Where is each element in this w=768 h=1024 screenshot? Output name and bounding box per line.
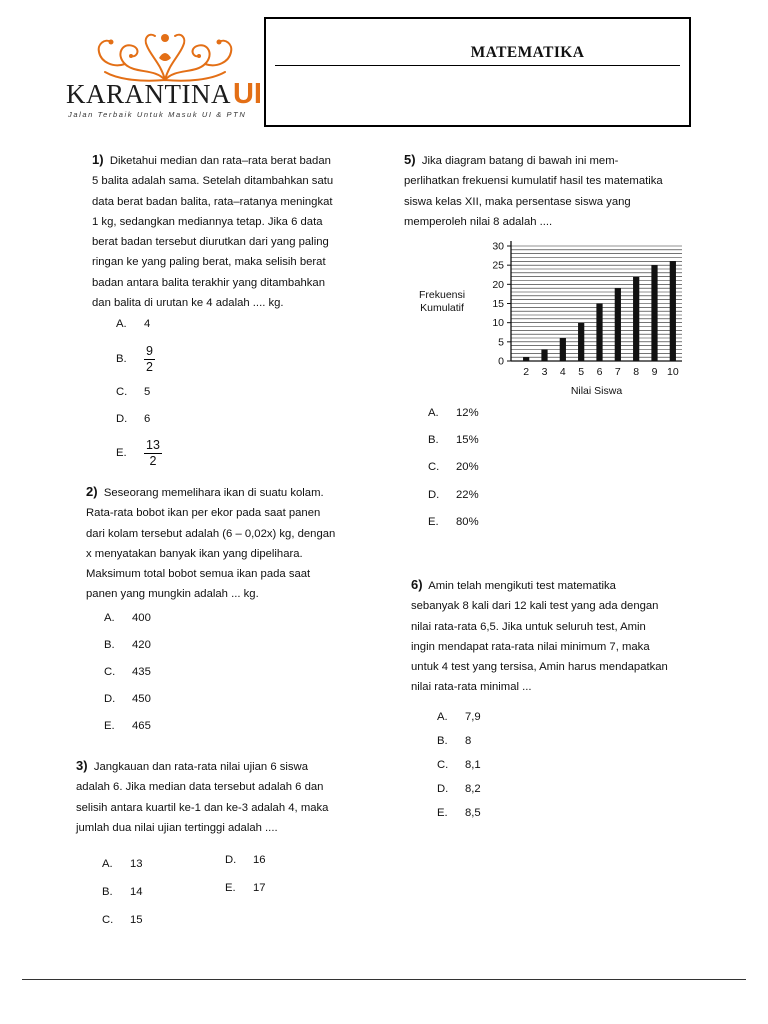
- text-line: memperoleh nilai 8 adalah ....: [404, 215, 553, 228]
- option-value: 450: [132, 693, 151, 705]
- fraction-numerator: 13: [146, 438, 160, 452]
- option-label: C.: [116, 386, 128, 398]
- question-1: [92, 150, 362, 313]
- option-label: D.: [437, 783, 449, 795]
- option-label: A.: [116, 318, 127, 330]
- text-line: dari kolam tersebut adalah (6 – 0,02x) kg, dengan: [86, 527, 336, 540]
- text-line: ingin mendapat rata-rata nilai minimum 7, maka: [411, 640, 650, 653]
- option-label: E.: [428, 516, 439, 528]
- question-1-text: [92, 150, 362, 313]
- option-label: E.: [116, 447, 127, 460]
- logo-wordmark: [66, 80, 262, 109]
- question-2-text: [86, 482, 356, 605]
- x-tick-label: 8: [633, 366, 640, 378]
- q6-option-a[interactable]: [437, 711, 481, 723]
- option-label: A.: [104, 612, 115, 624]
- option-value: 12%: [456, 407, 479, 419]
- footer-divider: [22, 979, 746, 980]
- option-value: 435: [132, 666, 151, 678]
- logo-tagline: Jalan Terbaik Untuk Masuk UI & PTN: [68, 110, 247, 119]
- q3-option-e[interactable]: [225, 882, 266, 894]
- option-value: 14: [130, 886, 143, 898]
- text-line: siswa kelas XII, maka persentase siswa yang: [404, 195, 631, 208]
- text-line: jumlah dua nilai ujian tertinggi adalah ....: [76, 821, 278, 834]
- q2-option-b[interactable]: [104, 639, 151, 651]
- option-label: E.: [104, 720, 115, 732]
- x-tick-label: 4: [559, 366, 566, 378]
- q3-option-c[interactable]: [102, 914, 143, 926]
- question-3-number: 3): [76, 758, 88, 773]
- option-value: 22%: [456, 489, 479, 501]
- text-line: sebanyak 8 kali dari 12 kali test yang ada dengan: [411, 600, 659, 613]
- question-6-text: [411, 575, 688, 698]
- option-value: 13: [130, 858, 143, 870]
- chart-y-ticks: [492, 241, 511, 368]
- option-label: D.: [428, 489, 440, 501]
- text-line: x menyatakan banyak ikan yang dipelihara.: [86, 547, 303, 560]
- q5-option-c[interactable]: [428, 461, 479, 473]
- fraction-numerator: 9: [146, 344, 153, 358]
- option-label: E.: [437, 807, 448, 819]
- x-tick-label: 7: [614, 366, 621, 378]
- question-5: [404, 150, 681, 232]
- text-line: nilai rata-rata minimal ...: [411, 681, 532, 694]
- q6-option-b[interactable]: [437, 735, 471, 747]
- x-tick-label: 3: [541, 366, 548, 378]
- question-5-text: [404, 150, 681, 232]
- q2-option-a[interactable]: [104, 612, 151, 624]
- bar-4: [560, 338, 566, 361]
- q6-option-c[interactable]: [437, 759, 481, 771]
- text-line: panen yang mungkin adalah ... kg.: [86, 588, 259, 601]
- q5-option-d[interactable]: [428, 489, 479, 501]
- y-tick-label: 30: [492, 240, 504, 253]
- subject-title: MATEMATIKA: [470, 44, 585, 61]
- option-value: 420: [132, 639, 151, 651]
- text-line: selisih antara kuartil ke-1 dan ke-3 adalah 4, maka: [76, 801, 329, 814]
- chart-x-label: Nilai Siswa: [570, 385, 623, 397]
- q1-option-b[interactable]: [116, 344, 155, 375]
- option-value: 8,5: [465, 807, 481, 819]
- option-label: C.: [437, 759, 449, 771]
- text-line: Jika diagram batang di bawah ini mem-: [421, 155, 619, 167]
- question-2-number: 2): [86, 484, 98, 499]
- text-line: dan balita di urutan ke 4 adalah .... kg.: [92, 297, 284, 310]
- question-6-number: 6): [411, 577, 423, 592]
- option-value: 8,1: [465, 759, 481, 771]
- q3-option-d[interactable]: [225, 854, 266, 866]
- text-line: Diketahui median dan rata–rata berat badan: [109, 155, 331, 167]
- text-line: berat badan tersebut diurutkan dari yang paling: [92, 236, 329, 249]
- option-label: D.: [104, 693, 116, 705]
- y-tick-label: 20: [492, 278, 504, 291]
- option-label: E.: [225, 882, 236, 894]
- q3-option-a[interactable]: [102, 858, 143, 870]
- option-value: 7,9: [465, 711, 481, 723]
- text-line: Maksimum total bobot semua ikan pada saat: [86, 568, 311, 581]
- text-line: nilai rata-rata 6,5. Jika untuk seluruh test, Amin: [411, 620, 646, 633]
- option-label: C.: [428, 461, 440, 473]
- y-label-line: Frekuensi: [419, 289, 466, 301]
- text-line: data berat badan balita, rata–ratanya meningkat: [92, 195, 333, 208]
- option-label: C.: [104, 666, 116, 678]
- option-value: 20%: [456, 461, 479, 473]
- option-value: 400: [132, 612, 151, 624]
- option-value: 4: [144, 318, 151, 330]
- option-value: 16: [253, 854, 266, 866]
- text-line: Seseorang memelihara ikan di suatu kolam.: [103, 487, 324, 499]
- y-tick-label: 0: [498, 355, 504, 368]
- y-tick-label: 15: [492, 298, 504, 310]
- q5-option-a[interactable]: [428, 407, 479, 419]
- x-tick-label: 10: [666, 366, 679, 378]
- text-line: Rata-rata bobot ikan per ekor pada saat panen: [86, 507, 321, 520]
- option-label: A.: [102, 858, 113, 870]
- question-6: [411, 575, 688, 698]
- fraction: [144, 344, 155, 375]
- question-5-number: 5): [404, 152, 416, 167]
- option-value: 15%: [456, 434, 479, 446]
- q2-option-d[interactable]: [104, 693, 151, 705]
- q5-option-b[interactable]: [428, 434, 479, 446]
- option-value: 6: [144, 413, 151, 425]
- option-label: D.: [116, 413, 128, 425]
- text-line: Amin telah mengikuti test matematika: [428, 580, 616, 592]
- text-line: ringan ke yang paling berat, maka selisih berat: [92, 256, 326, 269]
- chart-x-ticks: [523, 366, 679, 378]
- q1-option-e[interactable]: [116, 438, 162, 469]
- q5-option-e[interactable]: [428, 516, 479, 528]
- question-2: [86, 482, 356, 605]
- option-label: D.: [225, 854, 237, 866]
- x-tick-label: 9: [651, 366, 658, 378]
- y-tick-label: 10: [492, 317, 504, 330]
- x-tick-label: 5: [578, 366, 585, 378]
- cumulative-frequency-chart: [410, 238, 700, 403]
- bar-3: [541, 350, 547, 362]
- q1-option-c[interactable]: [116, 386, 150, 398]
- option-label: B.: [104, 639, 115, 651]
- option-label: A.: [437, 711, 448, 723]
- subject-box: [264, 17, 691, 127]
- bar-7: [615, 288, 621, 361]
- y-label-line: Kumulatif: [420, 301, 464, 314]
- q1-option-a[interactable]: [116, 318, 150, 330]
- text-line: 1 kg, sedangkan mediannya tetap. Jika 6 data: [92, 215, 323, 228]
- text-line: adalah 6. Jika median data tersebut adalah 6 dan: [76, 781, 324, 794]
- fraction-denominator: 2: [146, 360, 153, 374]
- x-tick-label: 2: [523, 366, 530, 378]
- option-label: B.: [102, 886, 113, 898]
- option-value: 15: [130, 914, 143, 926]
- question-3: [76, 756, 348, 838]
- q1-option-d[interactable]: [116, 413, 150, 425]
- option-label: C.: [102, 914, 114, 926]
- question-1-number: 1): [92, 152, 104, 167]
- option-value: 465: [132, 720, 151, 732]
- text-line: badan antara balita terakhir yang ditambahkan: [92, 276, 325, 289]
- question-3-text: [76, 756, 348, 838]
- option-label: B.: [116, 353, 127, 366]
- q3-option-b[interactable]: [102, 886, 143, 898]
- option-label: B.: [437, 735, 448, 747]
- text-line: Jangkauan dan rata-rata nilai ujian 6 siswa: [93, 761, 308, 773]
- x-tick-label: 6: [596, 366, 603, 378]
- option-value: 5: [144, 386, 151, 398]
- bar-8: [633, 277, 639, 361]
- option-label: A.: [428, 407, 439, 419]
- bar-5: [578, 323, 584, 361]
- bar-10: [670, 261, 676, 361]
- q6-option-d[interactable]: [437, 783, 481, 795]
- subject-underline: [275, 65, 680, 66]
- y-tick-label: 25: [492, 259, 504, 272]
- q6-option-e[interactable]: [437, 807, 481, 819]
- option-value: 17: [253, 882, 266, 894]
- option-value: 8,2: [465, 783, 481, 795]
- bar-6: [596, 304, 602, 362]
- option-value: 80%: [456, 516, 479, 528]
- bar-9: [651, 265, 657, 361]
- text-line: perlihatkan frekuensi kumulatif hasil tes matematika: [404, 175, 663, 188]
- fraction-denominator: 2: [149, 454, 157, 468]
- logo-name: KARANTINA: [66, 79, 231, 109]
- text-line: untuk 4 test yang tersisa, Amin harus mendapatkan: [411, 661, 668, 674]
- q2-option-e[interactable]: [104, 720, 151, 732]
- y-tick-label: 5: [498, 336, 504, 349]
- option-label: B.: [428, 434, 439, 446]
- q2-option-c[interactable]: [104, 666, 151, 678]
- option-value: 8: [465, 735, 472, 747]
- logo-ornament-icon: [85, 28, 245, 86]
- fraction: [144, 438, 162, 469]
- text-line: 5 balita adalah sama. Setelah ditambahkan satu: [92, 175, 334, 188]
- logo-ui: UI: [232, 78, 262, 110]
